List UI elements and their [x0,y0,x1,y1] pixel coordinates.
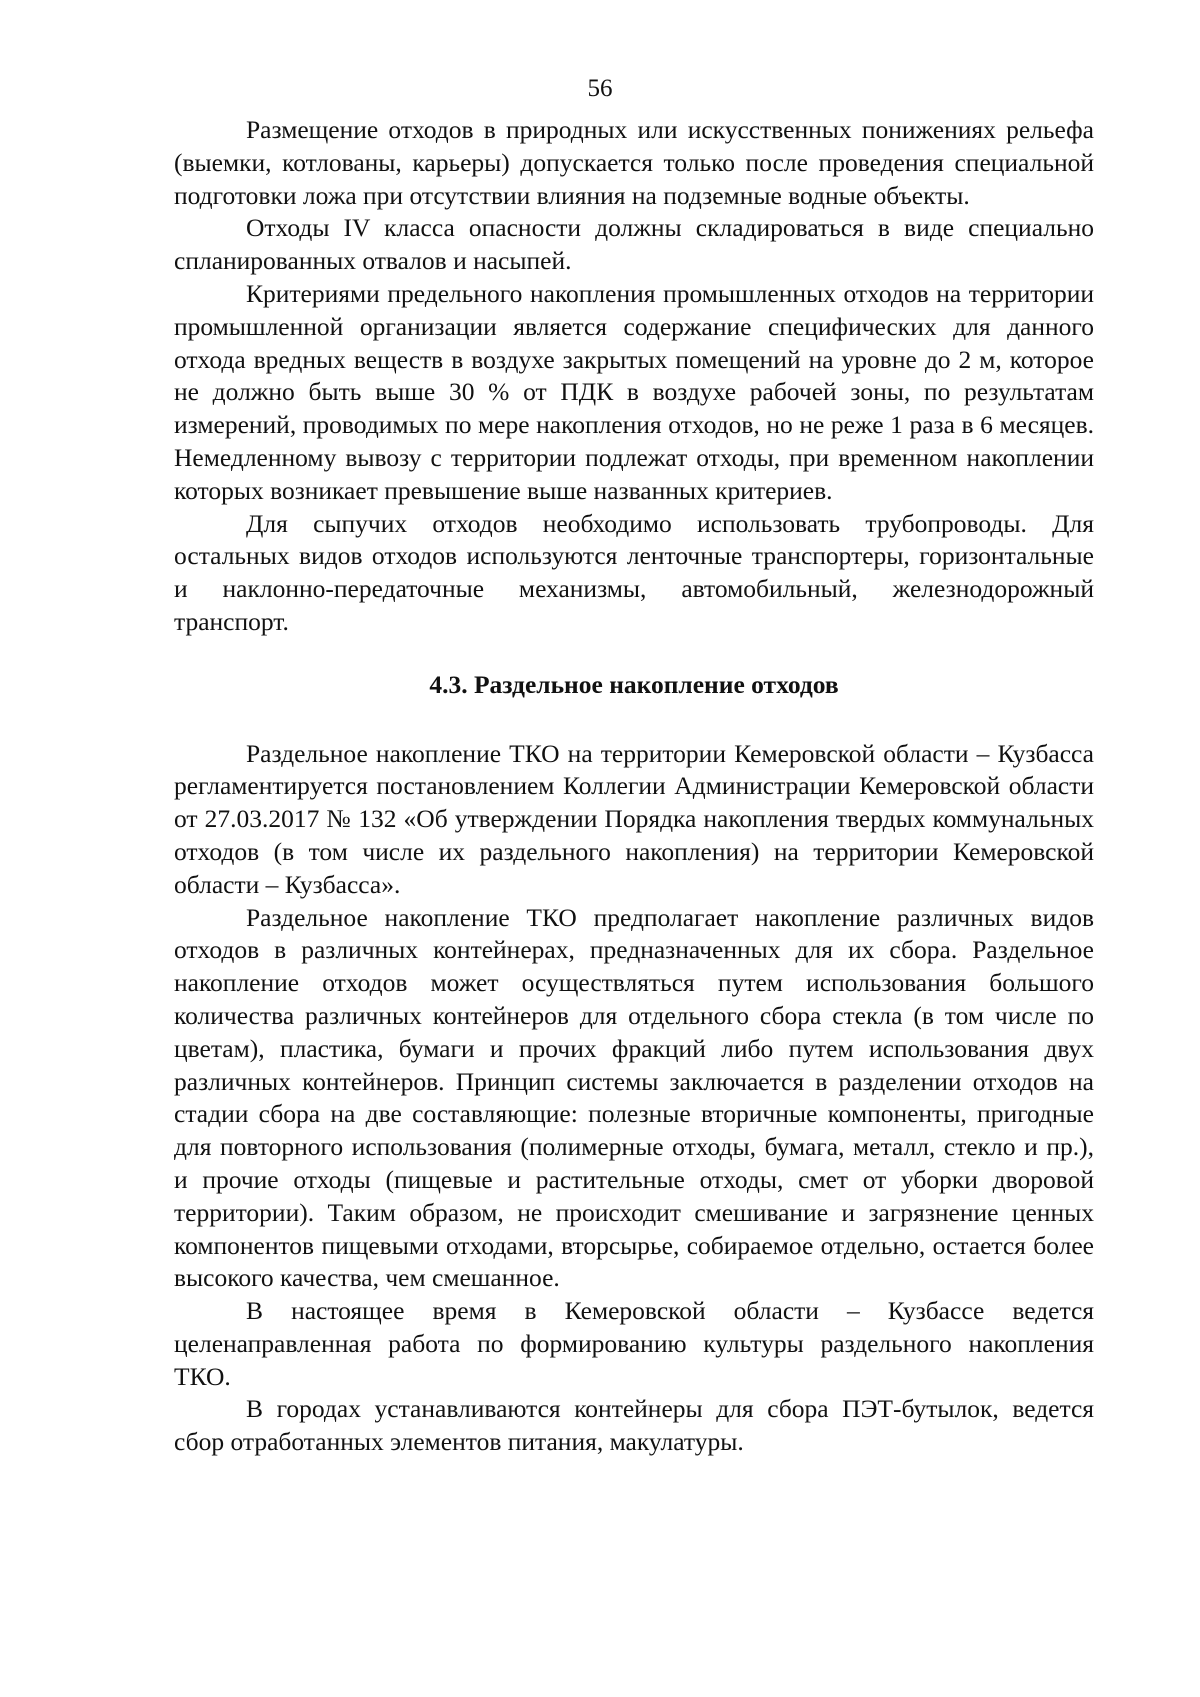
section-heading: 4.3. Раздельное накопление отходов [429,669,839,699]
body-text [174,114,1094,1459]
paragraph: Критериями предельного накопления промышленных отходов на территории промышленной организации является содержание специфических для данного отхода вредных веществ в воздухе закрытых помещений на уровне до 2 м, которое не должно быть выше 30 % от ПДК в воздухе рабочей зоны, по результатам измерений, проводимых по мере накопления отходов, но не реже 1 раза в 6 месяцев. Немедленному вывозу с территории подлежат отходы, при временном накоплении которых возникает превышение выше названных критериев. [174,278,1094,505]
paragraph: Раздельное накопление ТКО на территории Кемеровской области – Кузбасса регламентируется постановлением Коллегии Администрации Кемеровской области от 27.03.2017 № 132 «Об утверждении Порядка накопления твердых коммунальных отходов (в том числе их раздельного накопления) на территории Кемеровской области – Кузбасса». [174,738,1094,899]
paragraph: В настоящее время в Кемеровской области – Кузбассе ведется целенаправленная работа по формированию культуры раздельного накопления ТКО. [174,1296,1094,1391]
paragraph: Отходы IV класса опасности должны складироваться в виде специально спланированных отвалов и насыпей. [174,213,1094,276]
paragraph: Размещение отходов в природных или искусственных понижениях рельефа (выемки, котлованы, карьеры) допускается только после проведения специальной подготовки ложа при отсутствии влияния на подземные водные объекты. [174,115,1094,210]
paragraph: Раздельное накопление ТКО предполагает накопление различных видов отходов в различных контейнерах, предназначенных для их сбора. Раздельное накопление отходов может осуществляться путем использования большого количества различных контейнеров для отдельного сбора стекла (в том числе по цветам), пластика, бумаги и прочих фракций либо путем использования двух различных контейнеров. Принцип системы заключается в разделении отходов на стадии сбора на две составляющие: полезные вторичные компоненты, пригодные для повторного использования (полимерные отходы, бумага, металл, стекло и пр.), и прочие отходы (пищевые и растительные отходы, смет от уборки дворовой территории). Таким образом, не происходит смешивание и загрязнение ценных компонентов пищевыми отходами, вторсырье, собираемое отдельно, остается более высокого качества, чем смешанное. [174,902,1094,1293]
page-number: 56 [587,75,613,102]
paragraph: Для сыпучих отходов необходимо использовать трубопроводы. Для остальных видов отходов используются ленточные транспортеры, горизонтальные и наклонно-передаточные механизмы, автомобильный, железнодорожный транспорт. [174,508,1094,636]
paragraph: В городах устанавливаются контейнеры для сбора ПЭТ-бутылок, ведется сбор отработанных элементов питания, макулатуры. [174,1394,1094,1457]
